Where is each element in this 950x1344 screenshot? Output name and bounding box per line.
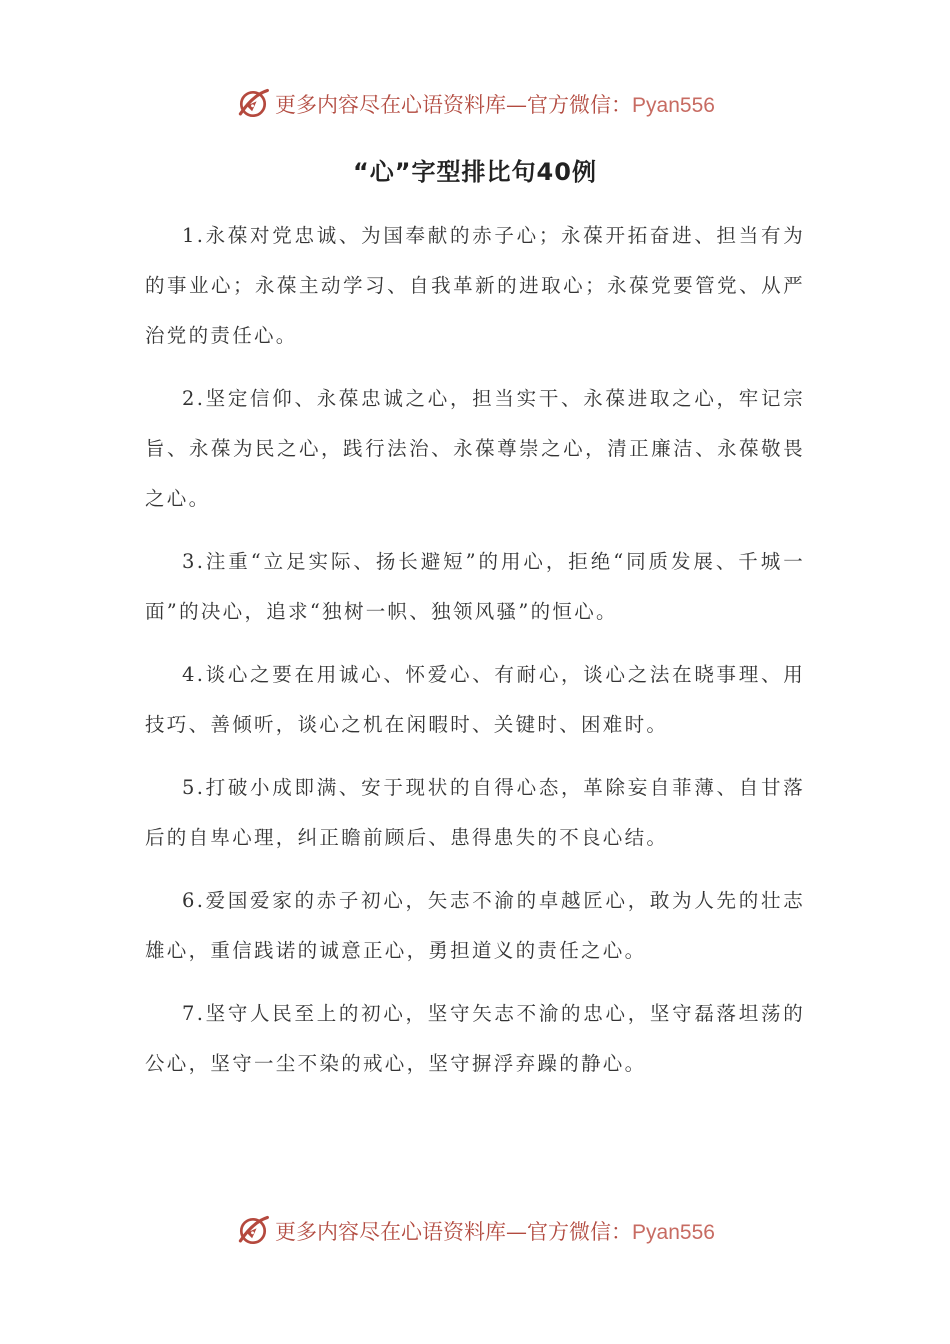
paragraph-2: 2.坚定信仰、永葆忠诚之心，担当实干、永葆进取之心，牢记宗旨、永葆为民之心，践行法治、永葆尊崇之心，清正廉洁、永葆敬畏之心。 [145, 387, 805, 510]
header-banner-prefix: 更多内容尽在心语资料库—官方微信： [275, 93, 633, 117]
paragraph-5: 5.打破小成即满、安于现状的自得心态，革除妄自菲薄、自甘落后的自卑心理，纠正瞻前顾后、患得患失的不良心结。 [145, 776, 805, 849]
footer-banner-prefix: 更多内容尽在心语资料库—官方微信： [275, 1220, 633, 1244]
paragraph-3: 3.注重“立足实际、扬长避短”的用心，拒绝“同质发展、千城一面”的决心，追求“独树一帜、独领风骚”的恒心。 [145, 550, 805, 623]
header-banner-text [275, 89, 715, 119]
document-title: “心”字型排比句40例 [353, 158, 597, 186]
paragraph-6: 6.爱国爱家的赤子初心，矢志不渝的卓越匠心，敢为人先的壮志雄心，重信践诺的诚意正心，勇担道义的责任之心。 [145, 889, 805, 962]
header-wechat-id: Pyan556 [632, 94, 715, 117]
document-body [145, 211, 805, 1102]
paragraph-4: 4.谈心之要在用诚心、怀爱心、有耐心，谈心之法在晓事理、用技巧、善倾听，谈心之机在闲暇时、关键时、困难时。 [145, 663, 805, 736]
pen-nib-logo-icon [235, 1213, 271, 1249]
header-banner [0, 82, 950, 126]
paragraph-1: 1.永葆对党忠诚、为国奉献的赤子心；永葆开拓奋进、担当有为的事业心；永葆主动学习、自我革新的进取心；永葆党要管党、从严治党的责任心。 [145, 224, 805, 347]
pen-nib-logo-icon [235, 86, 271, 122]
footer-banner [0, 1209, 950, 1253]
paragraph-7: 7.坚守人民至上的初心，坚守矢志不渝的忠心，坚守磊落坦荡的公心，坚守一尘不染的戒心，坚守摒浮弃躁的静心。 [145, 1002, 805, 1075]
footer-banner-text [275, 1216, 715, 1246]
footer-wechat-id: Pyan556 [632, 1221, 715, 1244]
